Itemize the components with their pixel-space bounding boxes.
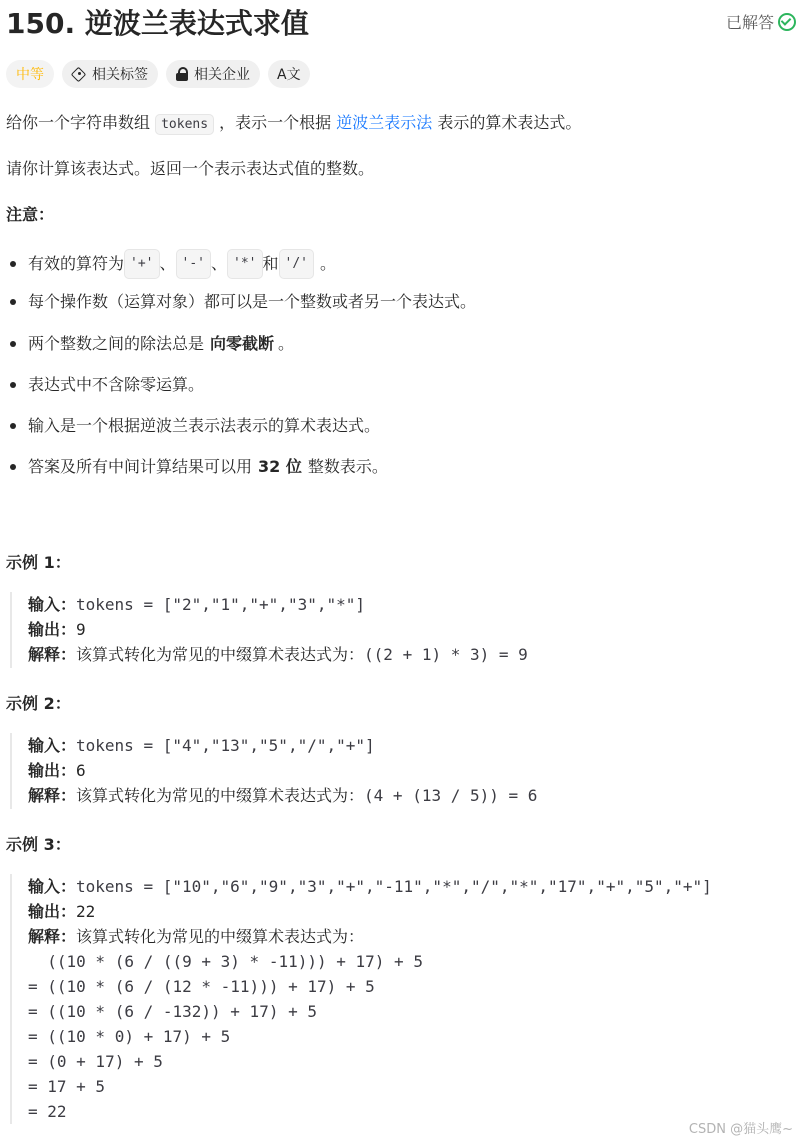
example-3-block bbox=[10, 874, 801, 1124]
bullet-dot bbox=[10, 299, 16, 305]
bullet-text: 。 bbox=[320, 254, 337, 273]
description-paragraph-1 bbox=[6, 111, 581, 137]
tag-bar bbox=[6, 60, 310, 88]
example-output-line bbox=[28, 899, 801, 924]
explain-expr: (4 + (13 / 5)) = 6 bbox=[364, 786, 538, 805]
note-item-6 bbox=[6, 455, 388, 479]
explain-label: 解释： bbox=[28, 786, 77, 805]
example-explain-line bbox=[28, 783, 801, 808]
inline-code-op: '+' bbox=[124, 249, 159, 279]
lock-icon bbox=[176, 67, 188, 81]
desc-text: 给你一个字符串数组 bbox=[6, 113, 151, 132]
bullet-dot bbox=[10, 464, 16, 470]
bullet-text: 答案及所有中间计算结果可以用 bbox=[28, 457, 253, 476]
explain-step: = ((10 * (6 / -132)) + 17) + 5 bbox=[28, 1002, 317, 1021]
description-paragraph-2: 请你计算该表达式。返回一个表示表达式值的整数。 bbox=[6, 159, 375, 178]
desc-text: 表示的算术表达式。 bbox=[437, 113, 582, 132]
explain-step: = ((10 * 0) + 17) + 5 bbox=[28, 1027, 231, 1046]
note-item-1 bbox=[6, 249, 336, 279]
inline-code-op: '-' bbox=[176, 249, 211, 279]
output-label: 输出： bbox=[28, 620, 77, 639]
example-explain-line bbox=[28, 642, 801, 667]
input-value: tokens = ["4","13","5","/","+"] bbox=[76, 736, 375, 755]
rpn-link[interactable]: 逆波兰表示法 bbox=[336, 113, 433, 132]
note-title-text: 注意： bbox=[6, 205, 55, 224]
inline-code-op: '/' bbox=[279, 249, 314, 279]
translate-button[interactable] bbox=[268, 60, 310, 88]
example-3-title: 示例 3： bbox=[6, 835, 71, 854]
note-item-5 bbox=[6, 414, 380, 438]
bullet-bold-text: 32 位 bbox=[258, 457, 302, 476]
bullet-text: 、 bbox=[211, 254, 228, 273]
inline-code-op: '*' bbox=[227, 249, 262, 279]
bullet-text: 整数表示。 bbox=[307, 457, 388, 476]
related-companies-button[interactable] bbox=[166, 60, 260, 88]
bullet-text: 、 bbox=[159, 254, 176, 273]
output-label: 输出： bbox=[28, 902, 77, 921]
solved-status bbox=[726, 10, 796, 33]
explain-step: = 22 bbox=[28, 1102, 67, 1121]
explain-expr: ((2 + 1) * 3) = 9 bbox=[364, 645, 528, 664]
tag-icon bbox=[72, 67, 86, 81]
output-value: 22 bbox=[76, 902, 96, 921]
note-title bbox=[6, 203, 54, 227]
bullet-text: 输入是一个根据逆波兰表示法表示的算术表达式。 bbox=[28, 416, 381, 435]
solved-label: 已解答 bbox=[725, 13, 774, 32]
input-value: tokens = ["10","6","9","3","+","-11","*","/","*","17","+","5","+"] bbox=[76, 877, 712, 896]
explain-step: = ((10 * (6 / (12 * -11))) + 17) + 5 bbox=[28, 977, 375, 996]
explain-text: 该算式转化为常见的中缀算术表达式为： bbox=[76, 786, 365, 805]
bullet-text: 每个操作数（运算对象）都可以是一个整数或者另一个表达式。 bbox=[28, 292, 477, 311]
output-label: 输出： bbox=[28, 761, 77, 780]
bullet-dot bbox=[10, 261, 16, 267]
translate-icon: A文 bbox=[277, 67, 301, 83]
inline-code-tokens: tokens bbox=[155, 114, 214, 135]
bullet-text: 和 bbox=[262, 254, 279, 273]
note-item-2 bbox=[6, 290, 476, 314]
output-value: 6 bbox=[76, 761, 86, 780]
note-item-4 bbox=[6, 373, 204, 397]
watermark: CSDN @猫头鹰~ bbox=[688, 1122, 793, 1137]
output-value: 9 bbox=[76, 620, 86, 639]
bullet-dot bbox=[10, 341, 16, 347]
related-tags-label: 相关标签 bbox=[92, 67, 148, 83]
bullet-text: 两个整数之间的除法总是 bbox=[28, 334, 205, 353]
explain-step: = 17 + 5 bbox=[28, 1077, 106, 1096]
bullet-dot bbox=[10, 382, 16, 388]
explain-text: 该算式转化为常见的中缀算术表达式为： bbox=[76, 645, 365, 664]
bullet-text: 表达式中不含除零运算。 bbox=[28, 375, 205, 394]
related-tags-button[interactable] bbox=[62, 60, 158, 88]
input-label: 输入： bbox=[28, 595, 77, 614]
bullet-bold-text: 向零截断 bbox=[210, 334, 275, 353]
title-row bbox=[6, 0, 796, 44]
desc-text: ，表示一个根据 bbox=[219, 113, 332, 132]
bullet-text: 。 bbox=[278, 334, 295, 353]
explain-label: 解释： bbox=[28, 645, 77, 664]
related-companies-label: 相关企业 bbox=[194, 67, 250, 83]
difficulty-badge: 中等 bbox=[6, 60, 54, 88]
example-2-title: 示例 2： bbox=[6, 694, 71, 713]
example-output-line bbox=[28, 758, 801, 783]
example-2-block bbox=[10, 733, 801, 809]
example-output-line bbox=[28, 617, 801, 642]
explain-step: ((10 * (6 / ((9 + 3) * -11))) + 17) + 5 bbox=[28, 952, 423, 971]
note-item-3 bbox=[6, 332, 294, 356]
example-1-block bbox=[10, 592, 801, 668]
check-circle-icon bbox=[778, 13, 796, 31]
problem-title: 150. 逆波兰表达式求值 bbox=[6, 7, 309, 40]
explain-label: 解释： bbox=[28, 927, 77, 946]
input-label: 输入： bbox=[28, 877, 77, 896]
explain-text: 该算式转化为常见的中缀算术表达式为： bbox=[76, 927, 365, 946]
example-input-line bbox=[28, 874, 801, 899]
example-explain-line bbox=[28, 924, 801, 949]
example-1-title: 示例 1： bbox=[6, 553, 71, 572]
bullet-dot bbox=[10, 423, 16, 429]
input-label: 输入： bbox=[28, 736, 77, 755]
bullet-text: 有效的算符为 bbox=[28, 254, 125, 273]
example-input-line bbox=[28, 733, 801, 758]
input-value: tokens = ["2","1","+","3","*"] bbox=[76, 595, 365, 614]
explain-step: = (0 + 17) + 5 bbox=[28, 1052, 163, 1071]
example-input-line bbox=[28, 592, 801, 617]
